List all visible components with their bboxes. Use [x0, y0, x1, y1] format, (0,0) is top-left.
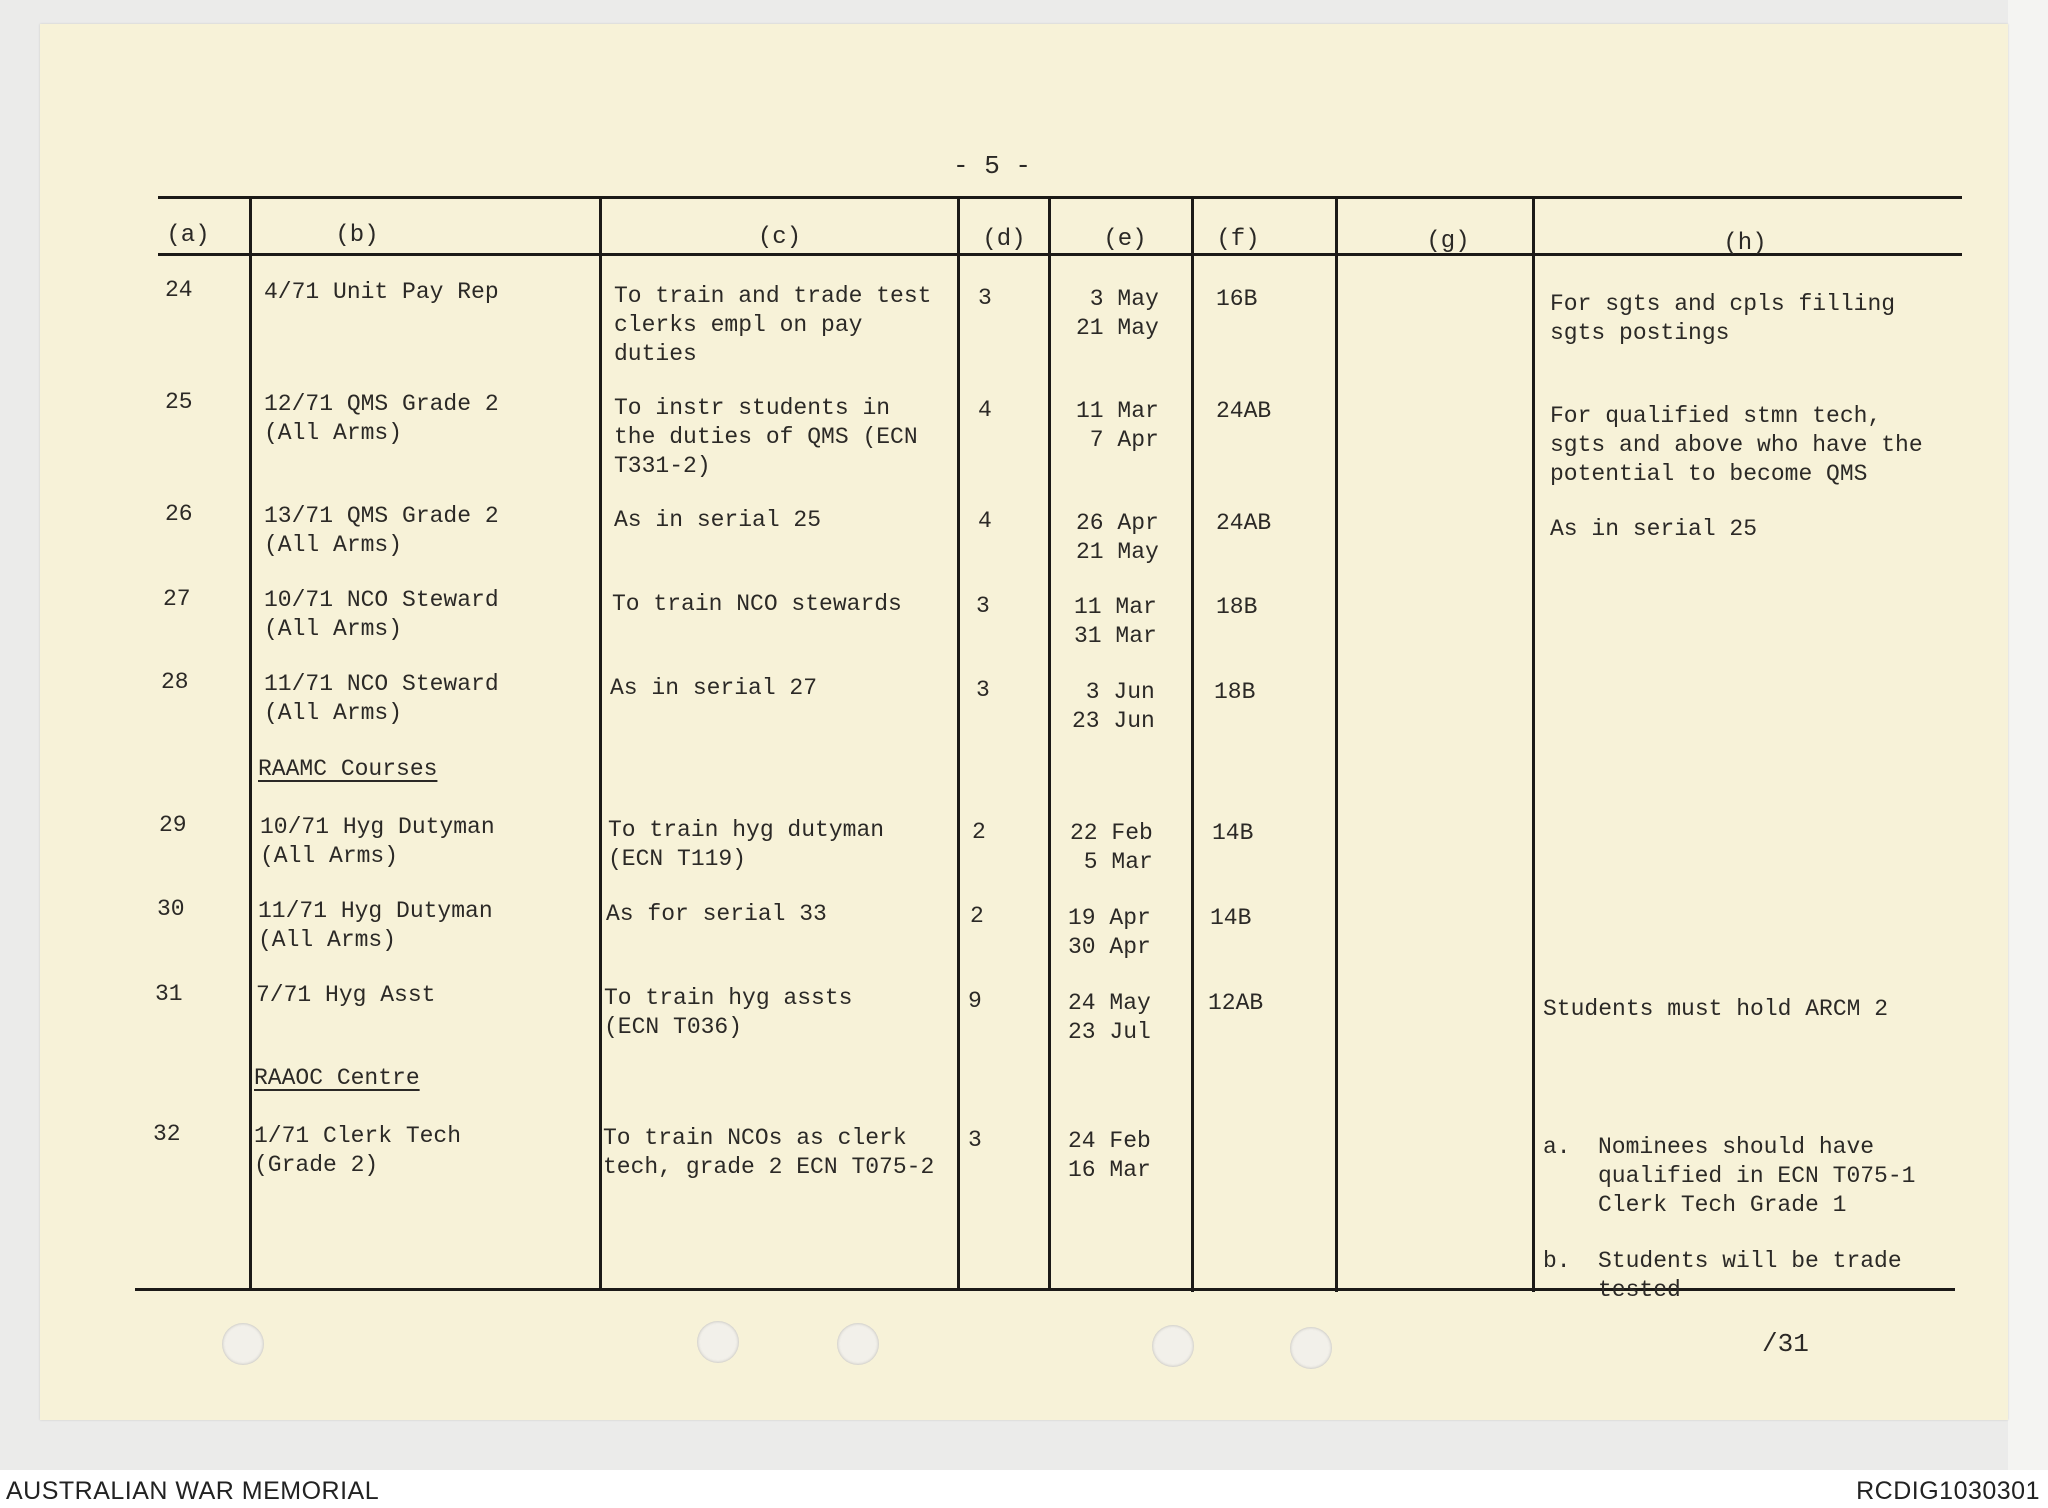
duration-cell: 4	[978, 508, 992, 534]
header-f: (f)	[1216, 226, 1260, 253]
vacancies-cell: 14B	[1210, 905, 1252, 931]
serial-cell: 29	[159, 812, 187, 838]
dates-cell: 19 Apr 30 Apr	[1068, 905, 1151, 960]
purpose-cell: To train and trade test clerks empl on pay duties	[614, 283, 932, 367]
serial-cell: 24	[165, 277, 193, 303]
purpose-cell: To train hyg dutyman (ECN T119)	[608, 817, 885, 872]
header-h: (h)	[1723, 230, 1767, 257]
column-divider-c-d	[957, 198, 960, 1288]
purpose-cell: As for serial 33	[606, 901, 827, 927]
serial-cell: 30	[157, 896, 185, 922]
dates-cell: 11 Mar 31 Mar	[1074, 594, 1157, 649]
continuation-page-ref: /31	[1762, 1329, 1809, 1359]
column-divider-a-b	[249, 198, 252, 1288]
archive-credit: AUSTRALIAN WAR MEMORIAL	[6, 1477, 380, 1505]
purpose-cell: As in serial 25	[614, 507, 822, 533]
remarks-item-text: Nominees should have qualified in ECN T075-1 Clerk Tech Grade 1	[1598, 1134, 1916, 1218]
course-cell: 10/71 Hyg Dutyman (All Arms)	[260, 814, 495, 869]
duration-cell: 9	[968, 988, 982, 1014]
duration-cell: 4	[978, 397, 992, 423]
serial-cell: 25	[165, 389, 193, 415]
remarks-item-text: Students will be trade tested	[1598, 1248, 1902, 1303]
remarks-item-marker: a.	[1543, 1134, 1571, 1160]
serial-cell: 31	[155, 981, 183, 1007]
serial-cell: 28	[161, 669, 189, 695]
serial-cell: 26	[165, 501, 193, 527]
column-divider-f-g	[1335, 198, 1338, 1292]
binder-hole	[1152, 1325, 1194, 1367]
column-divider-e-f	[1191, 198, 1194, 1292]
course-cell: 11/71 Hyg Dutyman (All Arms)	[258, 898, 493, 953]
binder-hole	[222, 1323, 264, 1365]
header-e: (e)	[1103, 226, 1147, 253]
dates-cell: 22 Feb 5 Mar	[1070, 820, 1153, 875]
dates-cell: 24 May 23 Jul	[1068, 990, 1151, 1045]
table-top-rule	[158, 196, 1962, 199]
archive-item-id: RCDIG1030301	[1856, 1477, 2040, 1505]
dates-cell: 3 May 21 May	[1076, 286, 1159, 341]
vacancies-cell: 24AB	[1216, 510, 1272, 536]
serial-cell: 27	[163, 586, 191, 612]
purpose-cell: As in serial 27	[610, 675, 818, 701]
column-divider-g-h	[1532, 198, 1535, 1292]
duration-cell: 3	[976, 677, 990, 703]
scan-margin-strip	[2008, 0, 2048, 1470]
remarks-cell: As in serial 25	[1550, 516, 1758, 542]
course-cell: 7/71 Hyg Asst	[256, 982, 436, 1008]
header-c: (c)	[757, 224, 802, 251]
vacancies-cell: 24AB	[1216, 398, 1272, 424]
page-number: - 5 -	[953, 151, 1032, 181]
purpose-cell: To instr students in the duties of QMS (ECN T331-2)	[614, 395, 918, 479]
duration-cell: 3	[976, 593, 990, 619]
header-a: (a)	[166, 222, 210, 249]
dates-cell: 26 Apr 21 May	[1076, 510, 1159, 565]
header-d: (d)	[982, 226, 1026, 253]
dates-cell: 11 Mar 7 Apr	[1076, 398, 1159, 453]
purpose-cell: To train hyg assts (ECN T036)	[604, 985, 853, 1040]
purpose-cell: To train NCO stewards	[612, 591, 902, 617]
vacancies-cell: 18B	[1216, 594, 1258, 620]
column-divider-b-c	[599, 198, 602, 1288]
remarks-cell: For qualified stmn tech, sgts and above who have the potential to become QMS	[1550, 403, 1923, 487]
section-heading-raamc: RAAMC Courses	[258, 756, 438, 782]
vacancies-cell: 14B	[1212, 820, 1254, 846]
course-cell: 12/71 QMS Grade 2 (All Arms)	[264, 391, 499, 446]
dates-cell: 3 Jun 23 Jun	[1072, 679, 1155, 734]
remarks-item-marker: b.	[1543, 1248, 1571, 1274]
remarks-cell: For sgts and cpls filling sgts postings	[1550, 291, 1896, 346]
column-divider-d-e	[1048, 198, 1051, 1290]
vacancies-cell: 16B	[1216, 286, 1258, 312]
binder-hole	[1290, 1327, 1332, 1369]
vacancies-cell: 12AB	[1208, 990, 1264, 1016]
duration-cell: 2	[970, 903, 984, 929]
vacancies-cell: 18B	[1214, 679, 1256, 705]
course-cell: 4/71 Unit Pay Rep	[264, 279, 499, 305]
duration-cell: 2	[972, 819, 986, 845]
purpose-cell: To train NCOs as clerk tech, grade 2 ECN T075-2	[603, 1125, 935, 1180]
header-g: (g)	[1426, 228, 1470, 255]
binder-hole	[697, 1321, 739, 1363]
serial-cell: 32	[153, 1121, 181, 1147]
dates-cell: 24 Feb 16 Mar	[1068, 1128, 1151, 1183]
duration-cell: 3	[978, 285, 992, 311]
binder-hole	[837, 1323, 879, 1365]
course-cell: 11/71 NCO Steward (All Arms)	[264, 671, 499, 726]
course-cell: 13/71 QMS Grade 2 (All Arms)	[264, 503, 499, 558]
duration-cell: 3	[968, 1127, 982, 1153]
course-cell: 1/71 Clerk Tech (Grade 2)	[254, 1123, 462, 1178]
remarks-cell: Students must hold ARCM 2	[1543, 996, 1889, 1022]
section-heading-raaoc: RAAOC Centre	[254, 1065, 420, 1091]
course-cell: 10/71 NCO Steward (All Arms)	[264, 587, 499, 642]
header-b: (b)	[335, 222, 379, 249]
